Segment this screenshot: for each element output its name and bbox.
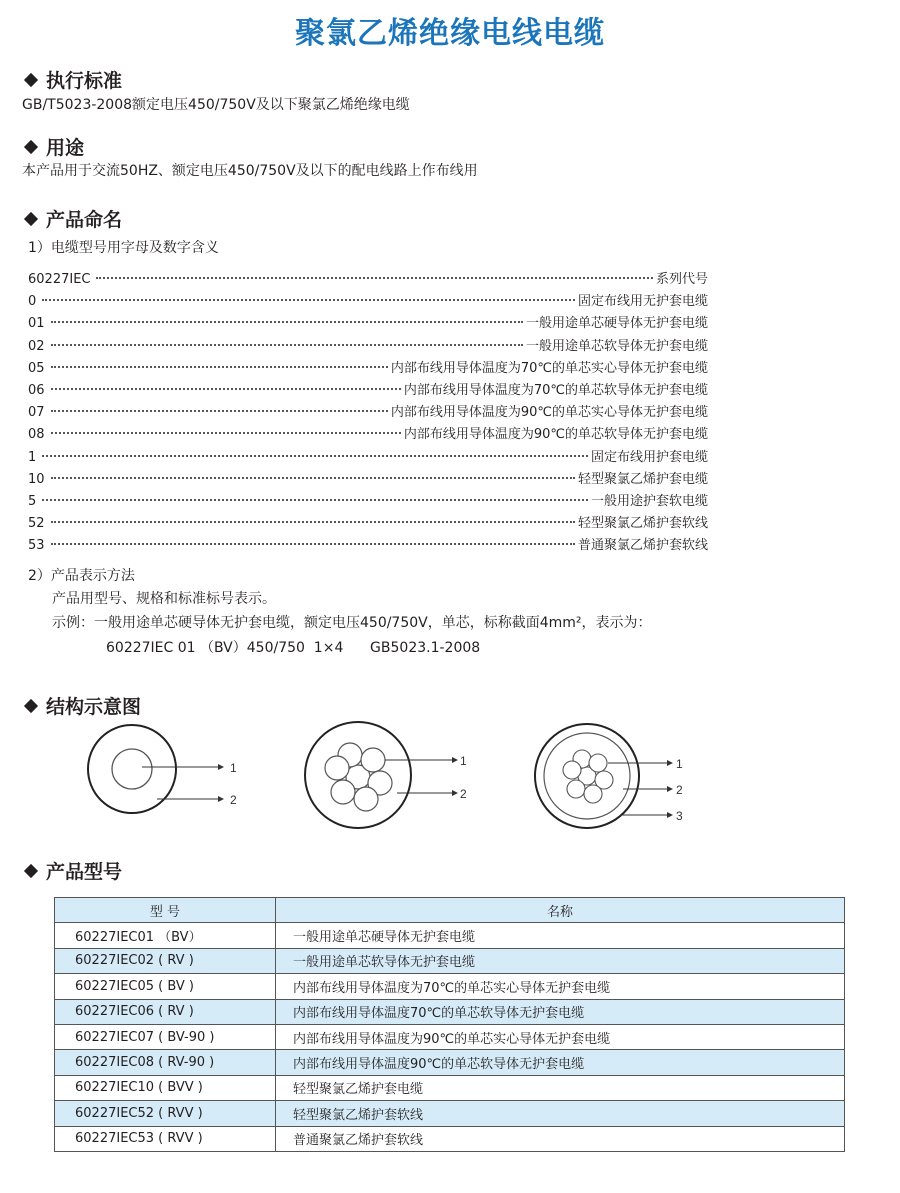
table-row: 60227IEC10 ( BVV ) 轻型聚氯乙烯护套电缆 bbox=[55, 1075, 845, 1100]
list-item: 10 轻型聚氯乙烯护套电缆 bbox=[28, 471, 708, 487]
list-item: 52 轻型聚氯乙烯护套软线 bbox=[28, 516, 708, 532]
stranded-cable-diagram bbox=[300, 720, 490, 830]
list-item: 53 普通聚氯乙烯护套软线 bbox=[28, 538, 708, 554]
list-item: 07 内部布线用导体温度为90℃的单芯实心导体无护套电缆 bbox=[28, 405, 708, 421]
list-item: 1 固定布线用护套电缆 bbox=[28, 449, 708, 465]
diamond-bullet-icon bbox=[24, 698, 38, 712]
svg-text:2: 2 bbox=[676, 783, 683, 797]
svg-text:2: 2 bbox=[230, 793, 237, 807]
naming-subheading-1: 1）电缆型号用字母及数字含义 bbox=[28, 240, 219, 256]
section-usage-heading: 用途 bbox=[22, 133, 84, 160]
naming-example: 示例：一般用途单芯硬导体无护套电缆，额定电压450/750V，单芯，标称截面4mm²，表示为： bbox=[52, 615, 652, 631]
list-item: 5 一般用途护套软电缆 bbox=[28, 493, 708, 509]
usage-text: 本产品用于交流50HZ、额定电压450/750V及以下的配电线路上作布线用 bbox=[22, 163, 478, 179]
list-item: 0 固定布线用无护套电缆 bbox=[28, 294, 708, 310]
list-item: 08 内部布线用导体温度为90℃的单芯软导体无护套电缆 bbox=[28, 427, 708, 443]
table-row: 60227IEC05 ( BV ) 内部布线用导体温度为70℃的单芯实心导体无护套电缆 bbox=[55, 974, 845, 999]
naming-description: 产品用型号、规格和标准标号表示。 bbox=[52, 591, 276, 607]
list-item: 02 一般用途单芯软导体无护套电缆 bbox=[28, 338, 708, 354]
diamond-bullet-icon bbox=[24, 139, 38, 153]
code-meaning-list bbox=[28, 268, 708, 556]
table-row: 60227IEC53 ( RVV ) 普通聚氯乙烯护套软线 bbox=[55, 1126, 845, 1151]
standard-text: GB/T5023-2008额定电压450/750V及以下聚氯乙烯绝缘电缆 bbox=[22, 97, 410, 113]
list-item: 60227IEC 系列代号 bbox=[28, 272, 708, 287]
list-item: 01 一般用途单芯硬导体无护套电缆 bbox=[28, 316, 708, 332]
table-row: 60227IEC52 ( RVV ) 轻型聚氯乙烯护套软线 bbox=[55, 1101, 845, 1126]
table-row: 60227IEC02 ( RV ) 一般用途单芯软导体无护套电缆 bbox=[55, 948, 845, 973]
section-models-heading: 产品型号 bbox=[22, 857, 122, 884]
section-naming-heading: 产品命名 bbox=[22, 205, 122, 232]
diamond-bullet-icon bbox=[24, 863, 38, 877]
models-table bbox=[54, 897, 845, 1152]
diamond-bullet-icon bbox=[24, 72, 38, 86]
table-row: 60227IEC01 （BV） 一般用途单芯硬导体无护套电缆 bbox=[55, 923, 845, 948]
naming-subheading-2: 2）产品表示方法 bbox=[28, 568, 135, 584]
svg-text:2: 2 bbox=[460, 787, 467, 801]
section-structure-heading: 结构示意图 bbox=[22, 692, 141, 719]
table-row: 60227IEC06 ( RV ) 内部布线用导体温度70℃的单芯软导体无护套电缆 bbox=[55, 999, 845, 1024]
naming-example-code: 60227IEC 01 （BV）450/750 1×4 GB5023.1-2008 bbox=[106, 640, 481, 656]
list-item: 05 内部布线用导体温度为70℃的单芯实心导体无护套电缆 bbox=[28, 360, 708, 376]
svg-text:1: 1 bbox=[676, 757, 683, 771]
column-header-name: 名称 bbox=[276, 898, 845, 923]
table-row: 60227IEC08 ( RV-90 ) 内部布线用导体温度90℃的单芯软导体无护套电缆 bbox=[55, 1050, 845, 1075]
svg-text:1: 1 bbox=[230, 761, 237, 775]
svg-text:3: 3 bbox=[676, 809, 683, 823]
list-item: 06 内部布线用导体温度为70℃的单芯软导体无护套电缆 bbox=[28, 382, 708, 398]
section-standard-heading: 执行标准 bbox=[22, 66, 122, 93]
diamond-bullet-icon bbox=[24, 211, 38, 225]
column-header-model: 型 号 bbox=[55, 898, 276, 923]
page-title: 聚氯乙烯绝缘电线电缆 bbox=[295, 16, 605, 51]
table-row: 60227IEC07 ( BV-90 ) 内部布线用导体温度为90℃的单芯实心导体无护套电缆 bbox=[55, 1024, 845, 1049]
sheathed-cable-diagram bbox=[530, 720, 700, 830]
svg-text:1: 1 bbox=[460, 754, 467, 768]
single-core-cable-diagram bbox=[80, 720, 260, 820]
table-header-row bbox=[55, 898, 845, 923]
